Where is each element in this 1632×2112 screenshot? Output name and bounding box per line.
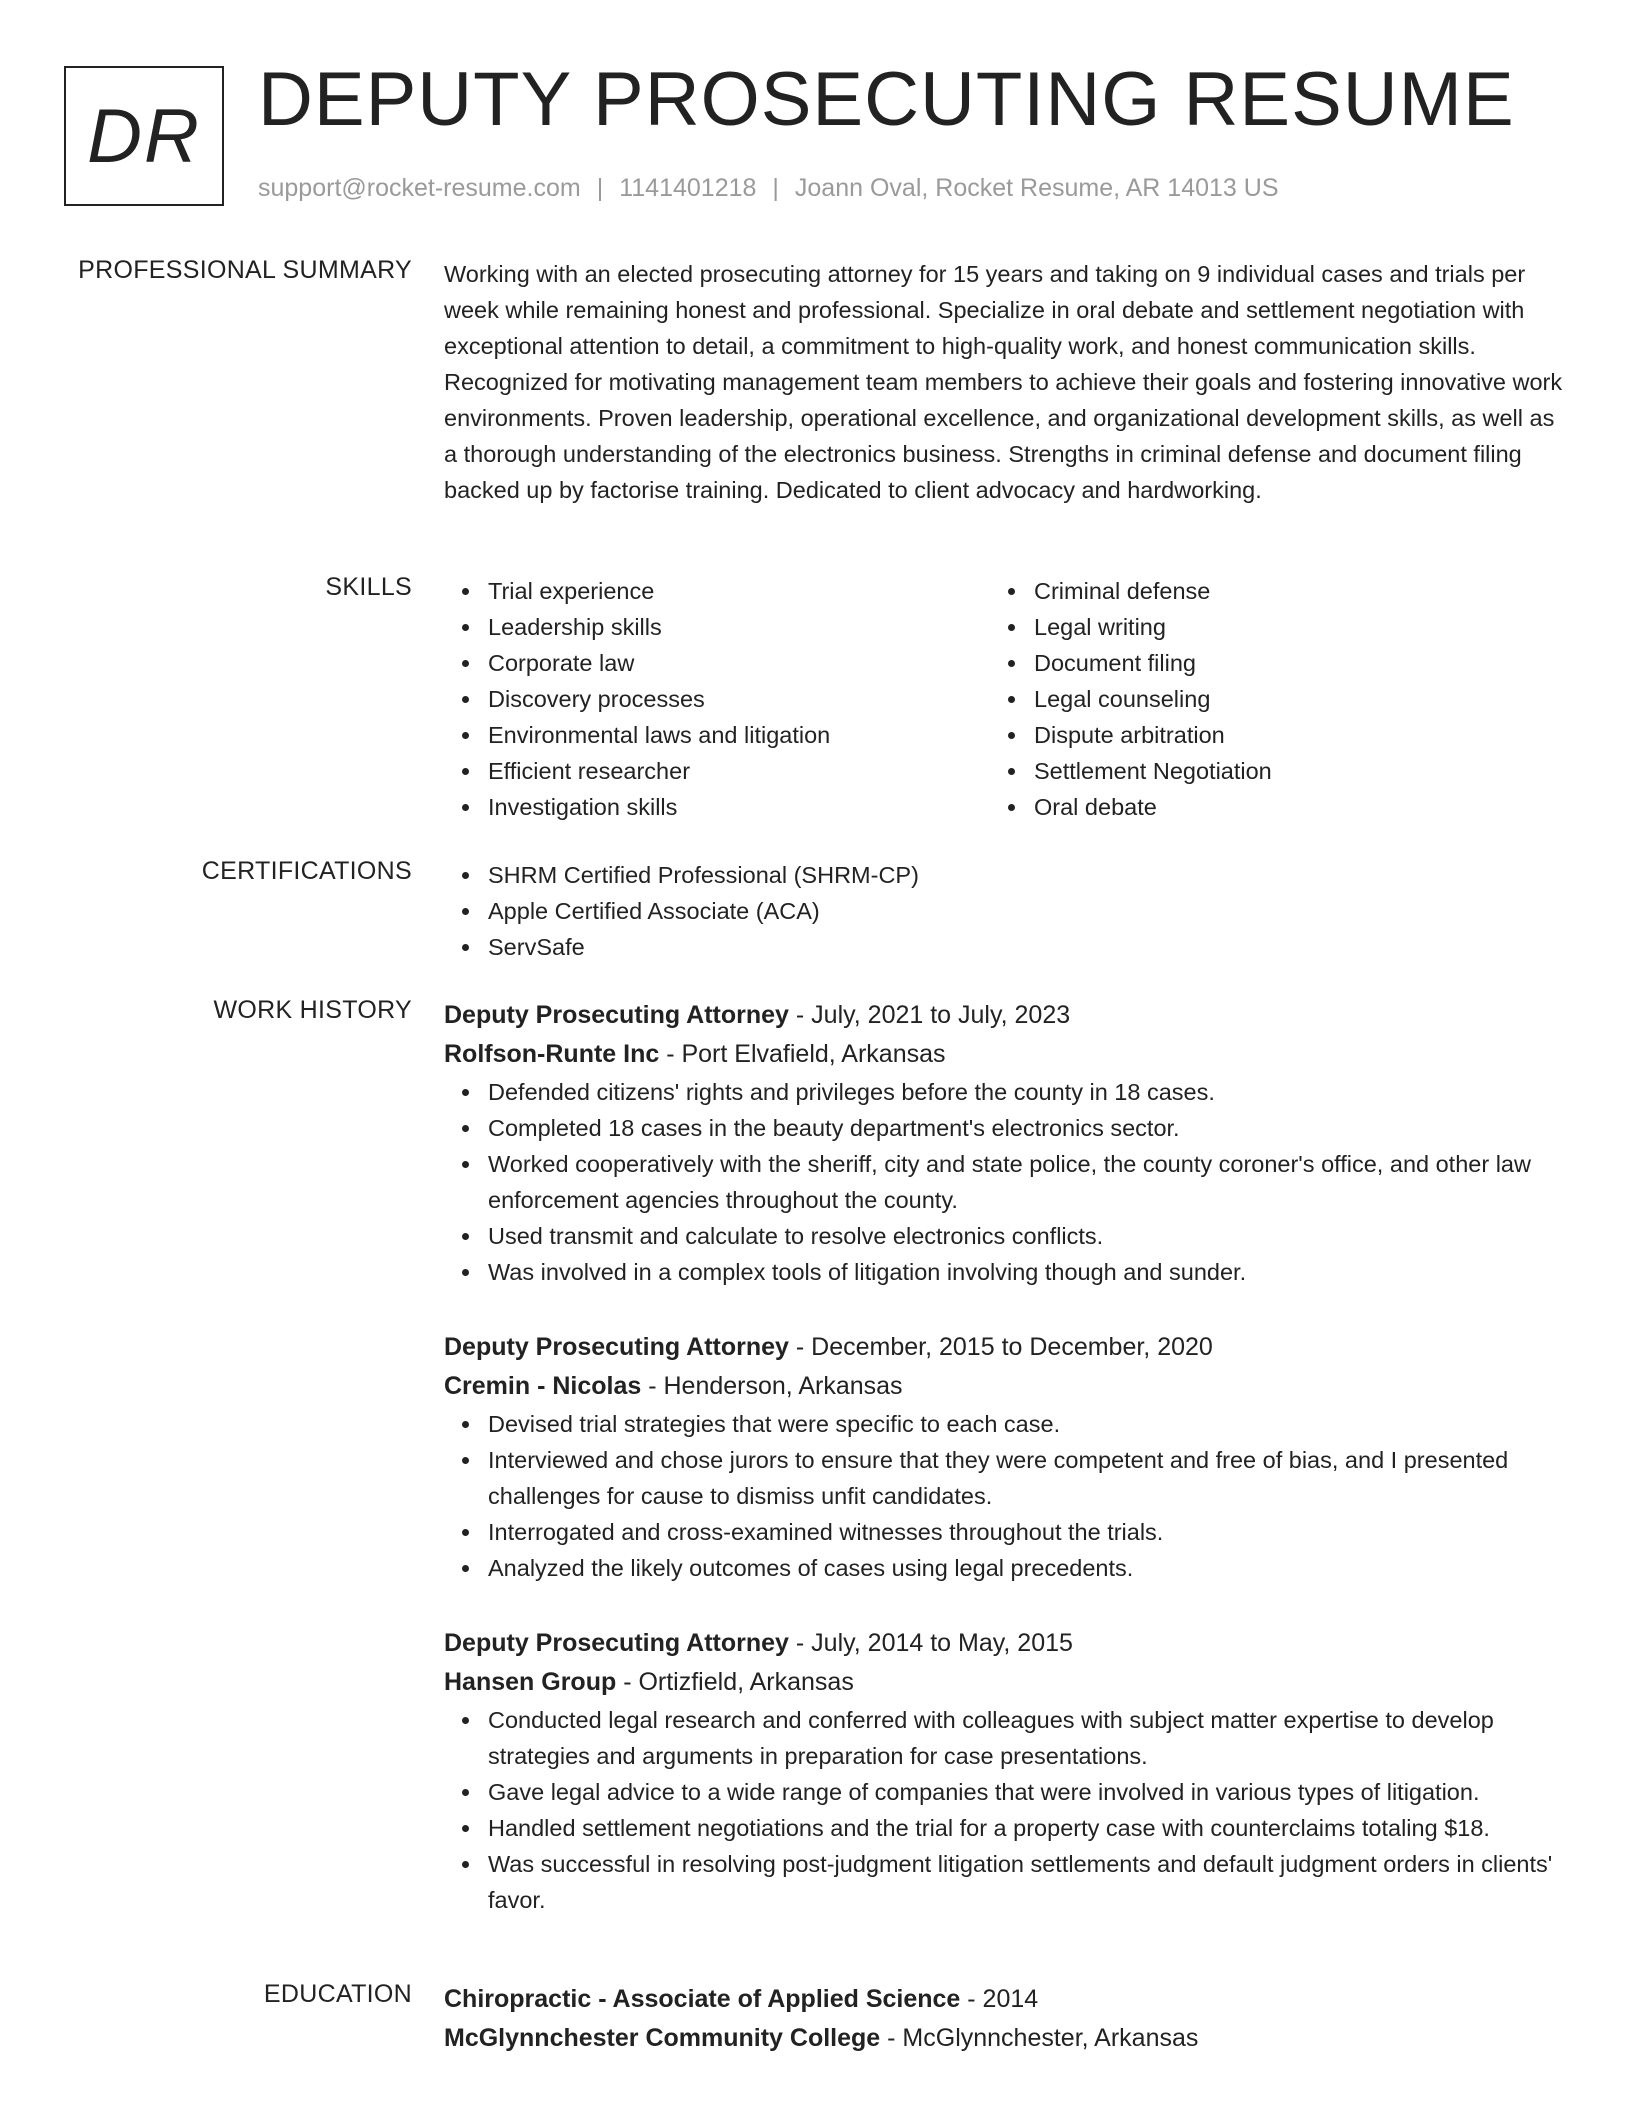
skills-list-right — [990, 573, 1536, 825]
skill-item: Settlement Negotiation — [1034, 753, 1536, 789]
job-company-line — [444, 1663, 1564, 1702]
contact-address: Joann Oval, Rocket Resume, AR 14013 US — [794, 174, 1279, 202]
education-degree-line — [444, 1980, 1564, 2019]
job-bullet: Conducted legal research and conferred with colleagues with subject matter expertise to develop strategies and arguments in preparation for case presentations. — [488, 1702, 1564, 1774]
job-company-line — [444, 1035, 1564, 1074]
certification-item: SHRM Certified Professional (SHRM-CP) — [488, 857, 1564, 893]
job-entry — [444, 1328, 1564, 1586]
job-title: Deputy Prosecuting Attorney — [444, 1333, 789, 1361]
skills-list-left — [444, 573, 990, 825]
skill-item: Investigation skills — [488, 789, 990, 825]
job-bullet: Interviewed and chose jurors to ensure that they were competent and free of bias, and I presented challenges for cause to dismiss unfit candidates. — [488, 1442, 1564, 1514]
job-bullet: Analyzed the likely outcomes of cases using legal precedents. — [488, 1550, 1564, 1586]
job-bullet: Devised trial strategies that were specific to each case. — [488, 1406, 1564, 1442]
job-entry — [444, 996, 1564, 1290]
resume-title: DEPUTY PROSECUTING RESUME — [258, 57, 1515, 142]
skill-item: Legal counseling — [1034, 681, 1536, 717]
education-location: - McGlynnchester, Arkansas — [880, 2024, 1199, 2052]
job-company: Cremin - Nicolas — [444, 1372, 642, 1400]
contact-email[interactable]: support@rocket-resume.com — [258, 174, 581, 202]
job-title: Deputy Prosecuting Attorney — [444, 1629, 789, 1657]
section-label-certifications: CERTIFICATIONS — [201, 857, 412, 885]
job-title-line — [444, 1328, 1564, 1367]
section-label-summary: PROFESSIONAL SUMMARY — [78, 256, 412, 284]
certifications-body — [444, 857, 1564, 965]
job-bullet: Was involved in a complex tools of litigation involving though and sunder. — [488, 1254, 1564, 1290]
job-bullet: Worked cooperatively with the sheriff, city and state police, the county coroner's office, and other law enforcement agencies throughout the county. — [488, 1146, 1564, 1218]
education-degree: Chiropractic - Associate of Applied Science — [444, 1985, 961, 2013]
skill-item: Environmental laws and litigation — [488, 717, 990, 753]
skill-item: Dispute arbitration — [1034, 717, 1536, 753]
skill-item: Trial experience — [488, 573, 990, 609]
job-bullet: Handled settlement negotiations and the trial for a property case with counterclaims totaling $18. — [488, 1810, 1564, 1846]
contact-separator: | — [596, 174, 604, 202]
job-dates: - July, 2021 to July, 2023 — [788, 1001, 1071, 1029]
job-location: - Henderson, Arkansas — [641, 1372, 903, 1400]
contact-phone[interactable]: 1141401218 — [619, 174, 757, 202]
job-bullets — [444, 1702, 1564, 1918]
contact-line — [258, 174, 1279, 203]
job-bullets — [444, 1406, 1564, 1586]
job-dates: - July, 2014 to May, 2015 — [788, 1629, 1073, 1657]
job-title-line — [444, 1624, 1564, 1663]
certification-item: ServSafe — [488, 929, 1564, 965]
section-label-skills: SKILLS — [325, 573, 412, 601]
monogram-badge: DR — [64, 66, 224, 206]
job-title-line — [444, 996, 1564, 1035]
skill-item: Discovery processes — [488, 681, 990, 717]
job-location: - Port Elvafield, Arkansas — [659, 1040, 946, 1068]
education-school: McGlynnchester Community College — [444, 2024, 881, 2052]
education-school-line — [444, 2019, 1564, 2058]
skill-item: Document filing — [1034, 645, 1536, 681]
skill-item: Oral debate — [1034, 789, 1536, 825]
job-bullet: Used transmit and calculate to resolve electronics conflicts. — [488, 1218, 1564, 1254]
skill-item: Criminal defense — [1034, 573, 1536, 609]
job-bullet: Completed 18 cases in the beauty department's electronics sector. — [488, 1110, 1564, 1146]
job-bullet: Gave legal advice to a wide range of companies that were involved in various types of litigation. — [488, 1774, 1564, 1810]
skill-item: Corporate law — [488, 645, 990, 681]
job-company: Rolfson-Runte Inc — [444, 1040, 660, 1068]
education-year: - 2014 — [960, 1985, 1039, 2013]
skill-item: Leadership skills — [488, 609, 990, 645]
job-bullet: Defended citizens' rights and privileges before the county in 18 cases. — [488, 1074, 1564, 1110]
skill-item: Legal writing — [1034, 609, 1536, 645]
summary-text: Working with an elected prosecuting attorney for 15 years and taking on 9 individual cases and trials per week while remaining honest and professional. Specialize in oral debate and settlement negotiation with exceptional attention to detail, a commitment to high-quality work, and honest communication skills. Recognized for motivating management team members to achieve their goals and fostering innovative work environments. Proven leadership, operational excellence, and organizational development skills, as well as a thorough understanding of the electronics business. Strengths in criminal defense and document filing backed up by factorise training. Dedicated to client advocacy and hardworking. — [444, 261, 1563, 503]
job-entry — [444, 1624, 1564, 1918]
skill-item: Efficient researcher — [488, 753, 990, 789]
certification-item: Apple Certified Associate (ACA) — [488, 893, 1564, 929]
job-bullet: Was successful in resolving post-judgment litigation settlements and default judgment orders in clients' favor. — [488, 1846, 1564, 1918]
job-bullet: Interrogated and cross-examined witnesses throughout the trials. — [488, 1514, 1564, 1550]
education-body — [444, 1980, 1564, 2058]
certifications-list — [444, 857, 1564, 965]
job-title: Deputy Prosecuting Attorney — [444, 1001, 789, 1029]
skills-body — [444, 573, 1564, 825]
summary-body — [444, 256, 1564, 508]
work-body — [444, 996, 1564, 1956]
contact-separator: | — [772, 174, 779, 202]
job-location: - Ortizfield, Arkansas — [616, 1668, 854, 1696]
section-label-education: EDUCATION — [263, 1980, 412, 2008]
job-company: Hansen Group — [444, 1668, 617, 1696]
section-label-work: WORK HISTORY — [213, 996, 412, 1024]
job-dates: - December, 2015 to December, 2020 — [788, 1333, 1213, 1361]
job-company-line — [444, 1367, 1564, 1406]
job-bullets — [444, 1074, 1564, 1290]
